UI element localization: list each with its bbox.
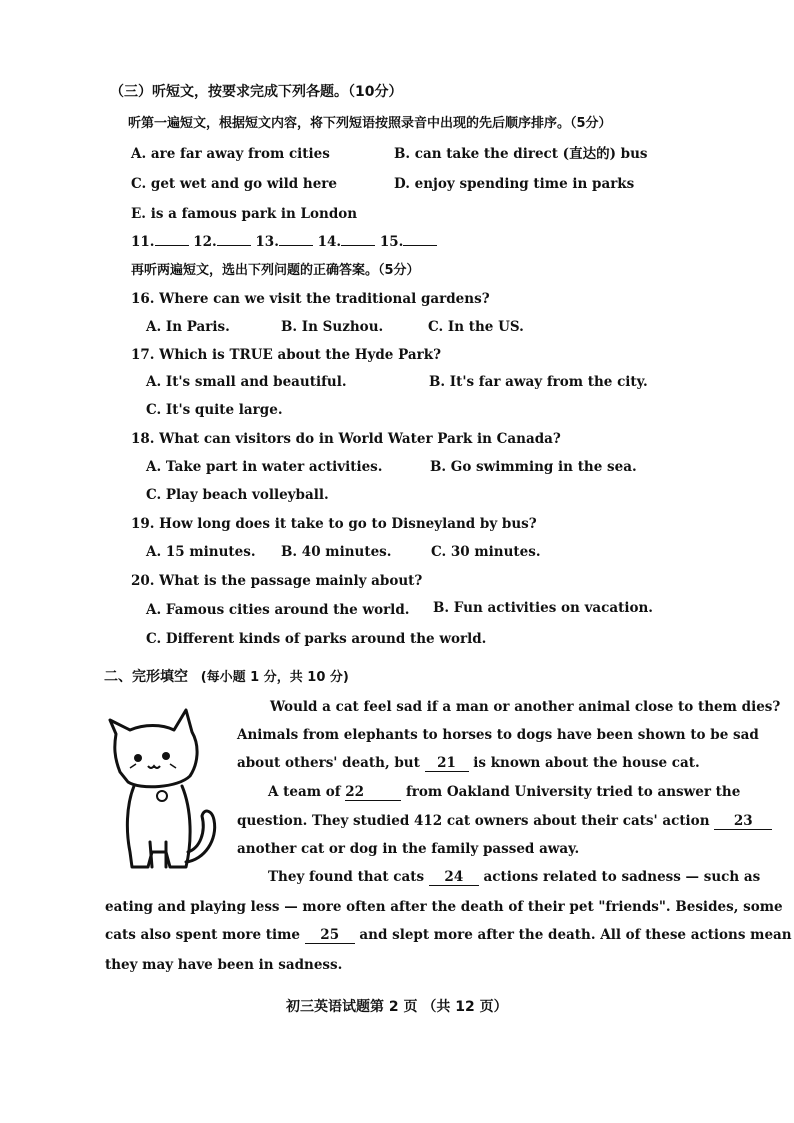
q17-option-a[interactable]: A. It's small and beautiful. <box>146 374 347 390</box>
q18-option-c[interactable]: C. Play beach volleyball. <box>146 487 329 503</box>
cloze-heading: 二、完形填空 <box>104 669 188 685</box>
cloze-blank-25[interactable]: 25 <box>305 928 355 944</box>
answer-blank-15[interactable] <box>403 245 437 246</box>
cloze-points: (每小题 1 分，共 10 分) <box>200 670 349 685</box>
q18-option-a[interactable]: A. Take part in water activities. <box>146 459 383 475</box>
page-footer: 初三英语试题第 2 页 （共 12 页） <box>286 999 508 1015</box>
p1-line-3-start: about others' death, but <box>237 755 420 771</box>
q17-stem: 17. Which is TRUE about the Hyde Park? <box>131 347 442 363</box>
blank-label-14: 14. <box>317 234 342 250</box>
answer-blank-12[interactable] <box>217 245 251 246</box>
phrase-a: A. are far away from cities <box>131 146 330 162</box>
cloze-blank-23[interactable]: 23 <box>714 814 772 830</box>
p3-line-1-end: actions related to sadness — such as <box>483 869 761 885</box>
cloze-blank-22[interactable]: 22 <box>345 785 401 801</box>
p3-line-2: eating and playing less — more often after the death of their pet "friends". Besides, some <box>105 899 783 915</box>
blank-label-15: 15. <box>379 234 404 250</box>
p3-line-4: they may have been in sadness. <box>105 957 343 973</box>
phrase-d: D. enjoy spending time in parks <box>394 176 635 192</box>
phrase-c: C. get wet and go wild here <box>131 176 337 192</box>
p2-line-1 <box>268 783 741 801</box>
blank-label-13: 13. <box>255 234 279 250</box>
p3-line-3 <box>105 926 792 944</box>
p1-line-3 <box>237 754 700 772</box>
p1-line-3-end: is known about the house cat. <box>473 755 700 771</box>
p3-line-1-start: They found that cats <box>268 869 425 885</box>
q16-option-a[interactable]: A. In Paris. <box>146 319 230 335</box>
q19-stem: 19. How long does it take to go to Disneyland by bus? <box>131 516 537 532</box>
q17-option-b[interactable]: B. It's far away from the city. <box>429 374 648 390</box>
p2-line-3: another cat or dog in the family passed away. <box>237 841 580 857</box>
q18-option-b[interactable]: B. Go swimming in the sea. <box>430 459 637 475</box>
section-heading: （三）听短文，按要求完成下列各题。（10分） <box>110 84 403 100</box>
q20-option-c[interactable]: C. Different kinds of parks around the world. <box>146 631 487 647</box>
phrase-b: B. can take the direct (直达的) bus <box>394 146 648 162</box>
q20-option-a[interactable]: A. Famous cities around the world. <box>146 602 410 618</box>
q20-option-b[interactable]: B. Fun activities on vacation. <box>433 600 654 616</box>
blank-label-11: 11. <box>131 234 155 250</box>
p1-line-1: Would a cat feel sad if a man or another animal close to them dies? <box>270 699 781 715</box>
p2-line-2 <box>237 812 772 830</box>
cat-illustration <box>100 702 230 874</box>
q18-stem: 18. What can visitors do in World Water Park in Canada? <box>131 431 561 447</box>
p3-line-3-start: cats also spent more time <box>105 927 300 943</box>
q16-stem: 16. Where can we visit the traditional gardens? <box>131 291 490 307</box>
answer-blank-13[interactable] <box>279 245 313 246</box>
q19-option-a[interactable]: A. 15 minutes. <box>146 544 256 560</box>
blank-label-12: 12. <box>193 234 217 250</box>
q16-option-b[interactable]: B. In Suzhou. <box>281 319 384 335</box>
q16-option-c[interactable]: C. In the US. <box>428 319 524 335</box>
cloze-heading-row <box>104 668 349 687</box>
q19-option-c[interactable]: C. 30 minutes. <box>431 544 541 560</box>
cloze-blank-21[interactable]: 21 <box>425 756 469 772</box>
p1-line-2: Animals from elephants to horses to dogs have been shown to be sad <box>237 727 759 743</box>
answer-blank-14[interactable] <box>341 245 375 246</box>
q20-stem: 20. What is the passage mainly about? <box>131 573 423 589</box>
answer-blank-11[interactable] <box>155 245 189 246</box>
p2-line-2-start: question. They studied 412 cat owners about their cats' action <box>237 813 710 829</box>
instruction-2: 再听两遍短文，选出下列问题的正确答案。（5分） <box>131 263 420 278</box>
instruction-1: 听第一遍短文，根据短文内容，将下列短语按照录音中出现的先后顺序排序。（5分） <box>128 116 612 131</box>
phrase-e: E. is a famous park in London <box>131 206 358 222</box>
q19-option-b[interactable]: B. 40 minutes. <box>281 544 392 560</box>
q17-option-c[interactable]: C. It's quite large. <box>146 402 283 418</box>
p3-line-1 <box>268 868 760 886</box>
cloze-blank-24[interactable]: 24 <box>429 870 479 886</box>
p2-line-1-end: from Oakland University tried to answer the <box>405 784 741 800</box>
p2-line-1-start: A team of <box>268 784 341 800</box>
p3-line-3-end: and slept more after the death. All of these actions mean <box>359 927 792 943</box>
order-blanks <box>131 233 437 251</box>
